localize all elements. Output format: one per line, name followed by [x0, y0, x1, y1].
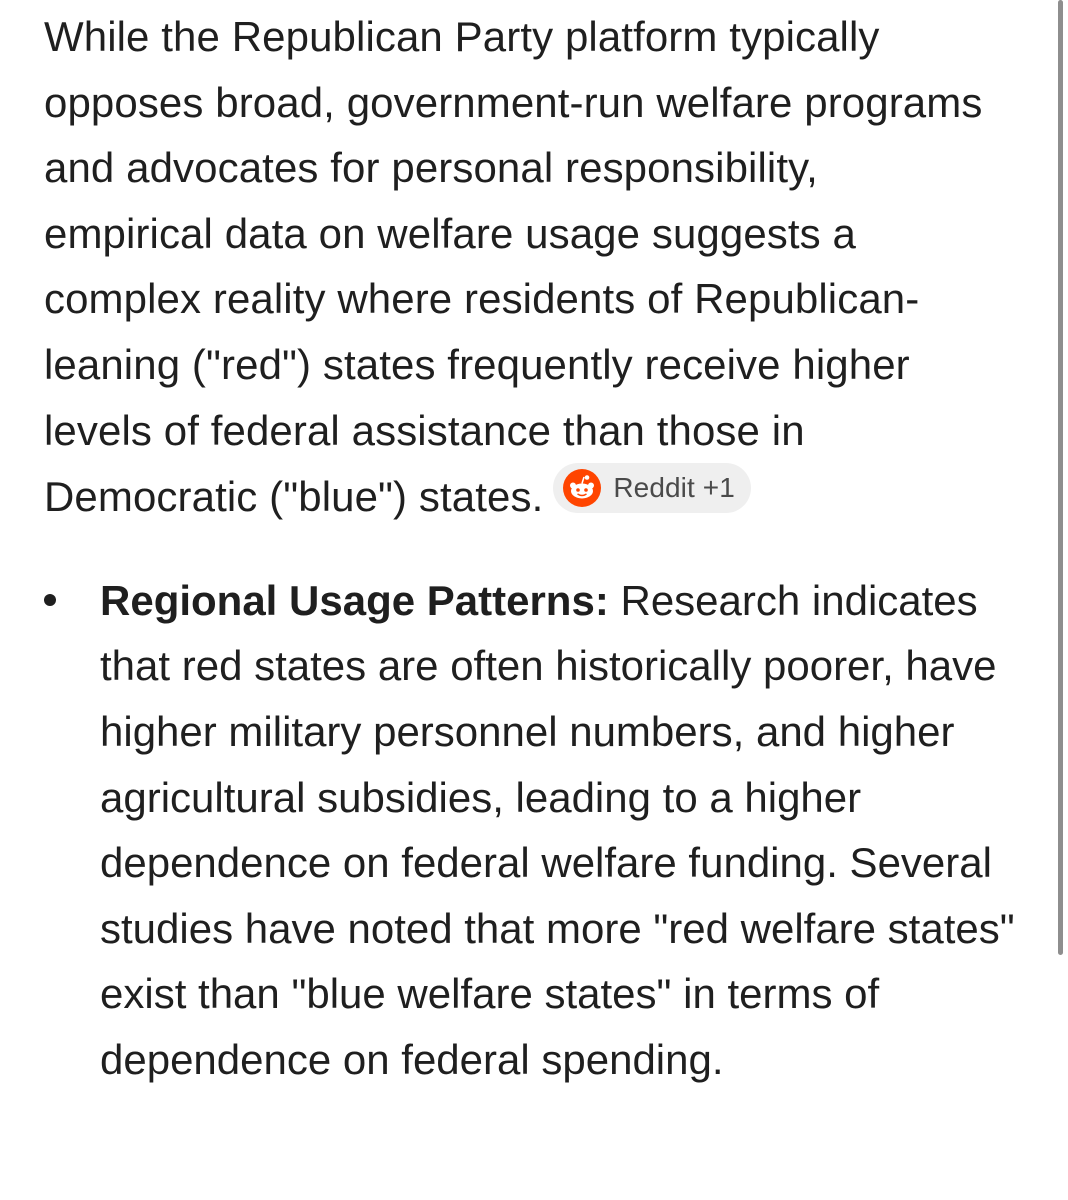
bullet-text: Research indicates that red states are often historically poorer, have higher military personnel numbers, and higher agricultural subsidies, leading to a higher dependence on federal welfare funding. Several studies have noted that more "red welfare states" exist than "blue welfare states" in terms of dependence on federal spending.: [100, 576, 1015, 1083]
reddit-icon: [563, 469, 601, 507]
bullet-heading: Regional Usage Patterns:: [100, 576, 609, 624]
source-chip-reddit[interactable]: [553, 463, 751, 513]
source-chip-label: Reddit +1: [613, 472, 735, 504]
intro-paragraph: [44, 0, 984, 530]
bullet-list: [44, 568, 1034, 1093]
intro-text: While the Republican Party platform typically opposes broad, government-run welfare programs and advocates for personal responsibility, empirical data on welfare usage suggests a complex reality where residents of Republican-leaning ("red") states frequently receive higher levels of federal assistance than those in Democratic ("blue") states.: [44, 13, 983, 521]
bullet-dot: [44, 594, 56, 606]
scrollbar[interactable]: [1054, 0, 1068, 1200]
scrollbar-thumb[interactable]: [1058, 0, 1063, 955]
list-item: [44, 568, 1025, 1093]
response-content: [44, 0, 1034, 1093]
